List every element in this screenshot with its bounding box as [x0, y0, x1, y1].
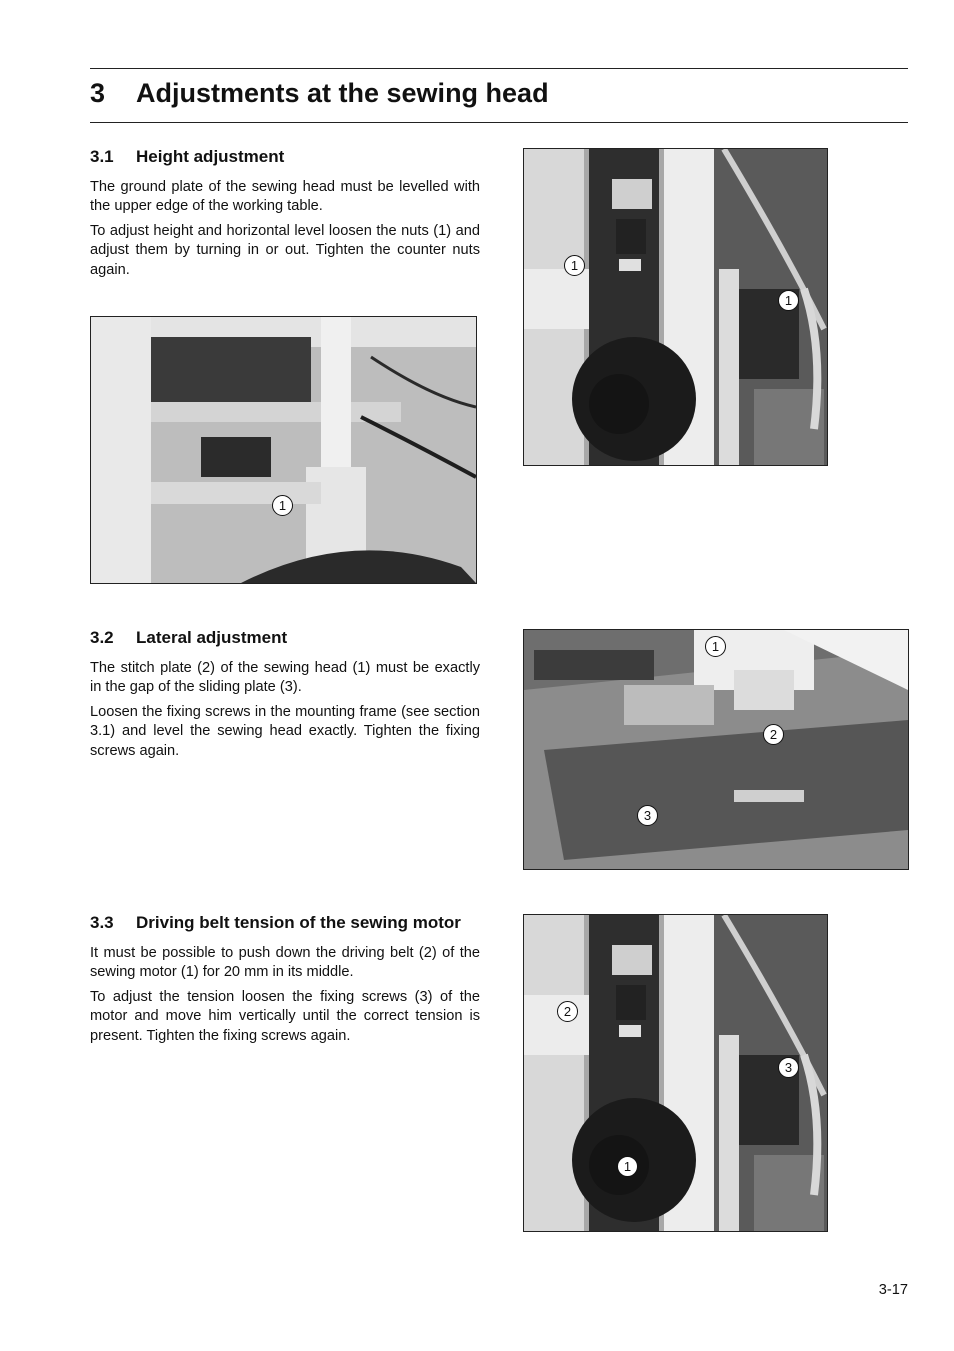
paragraph: To adjust the tension loosen the fixing screws (3) of the motor and move him vertically until the correct tension is present. Tighten the fixing screws again. — [90, 988, 480, 1044]
top-rule — [90, 68, 908, 69]
callout-1: 1 — [778, 290, 799, 311]
section-heading — [90, 911, 480, 934]
callout-1: 1 — [272, 495, 293, 516]
paragraph: The ground plate of the sewing head must be levelled with the upper edge of the working table. — [90, 179, 480, 215]
section-number: 3.2 — [90, 628, 114, 647]
callout-1: 1 — [705, 636, 726, 657]
section-number: 3.3 — [90, 913, 114, 932]
section-number: 3.1 — [90, 147, 114, 166]
chapter-title-text: Adjustments at the sewing head — [136, 78, 549, 108]
paragraph: The stitch plate (2) of the sewing head (1) must be exactly in the gap of the sliding plate (3). — [90, 660, 480, 696]
photo-height-adjustment-top — [523, 148, 828, 466]
section-heading — [90, 145, 480, 168]
section-height-adjustment — [90, 145, 480, 285]
chapter-number: 3 — [90, 78, 106, 108]
section-heading — [90, 626, 480, 649]
section-title: Height adjustment — [136, 147, 285, 166]
section-title: Driving belt tension of the sewing motor — [136, 913, 461, 932]
paragraph: To adjust height and horizontal level loosen the nuts (1) and adjust them by turning in or out. Tighten the counter nuts again. — [90, 222, 480, 278]
chapter-title — [90, 78, 549, 109]
callout-1: 1 — [564, 255, 585, 276]
photo-driving-belt-tension — [523, 914, 828, 1232]
section-driving-belt-tension — [90, 911, 480, 1051]
callout-2: 2 — [763, 724, 784, 745]
section-lateral-adjustment — [90, 626, 480, 766]
page-number: 3-17 — [878, 1282, 908, 1298]
photo-height-adjustment-bottom — [90, 316, 477, 584]
callout-3: 3 — [637, 805, 658, 826]
section-title: Lateral adjustment — [136, 628, 288, 647]
title-rule — [90, 122, 908, 123]
callout-3: 3 — [778, 1057, 799, 1078]
callout-2: 2 — [557, 1001, 578, 1022]
paragraph: It must be possible to push down the driving belt (2) of the sewing motor (1) for 20 mm in its middle. — [90, 945, 480, 981]
photo-lateral-adjustment — [523, 629, 909, 870]
paragraph: Loosen the fixing screws in the mounting frame (see section 3.1) and level the sewing head exactly. Tighten the fixing screws again. — [90, 703, 480, 759]
callout-1: 1 — [617, 1156, 638, 1177]
